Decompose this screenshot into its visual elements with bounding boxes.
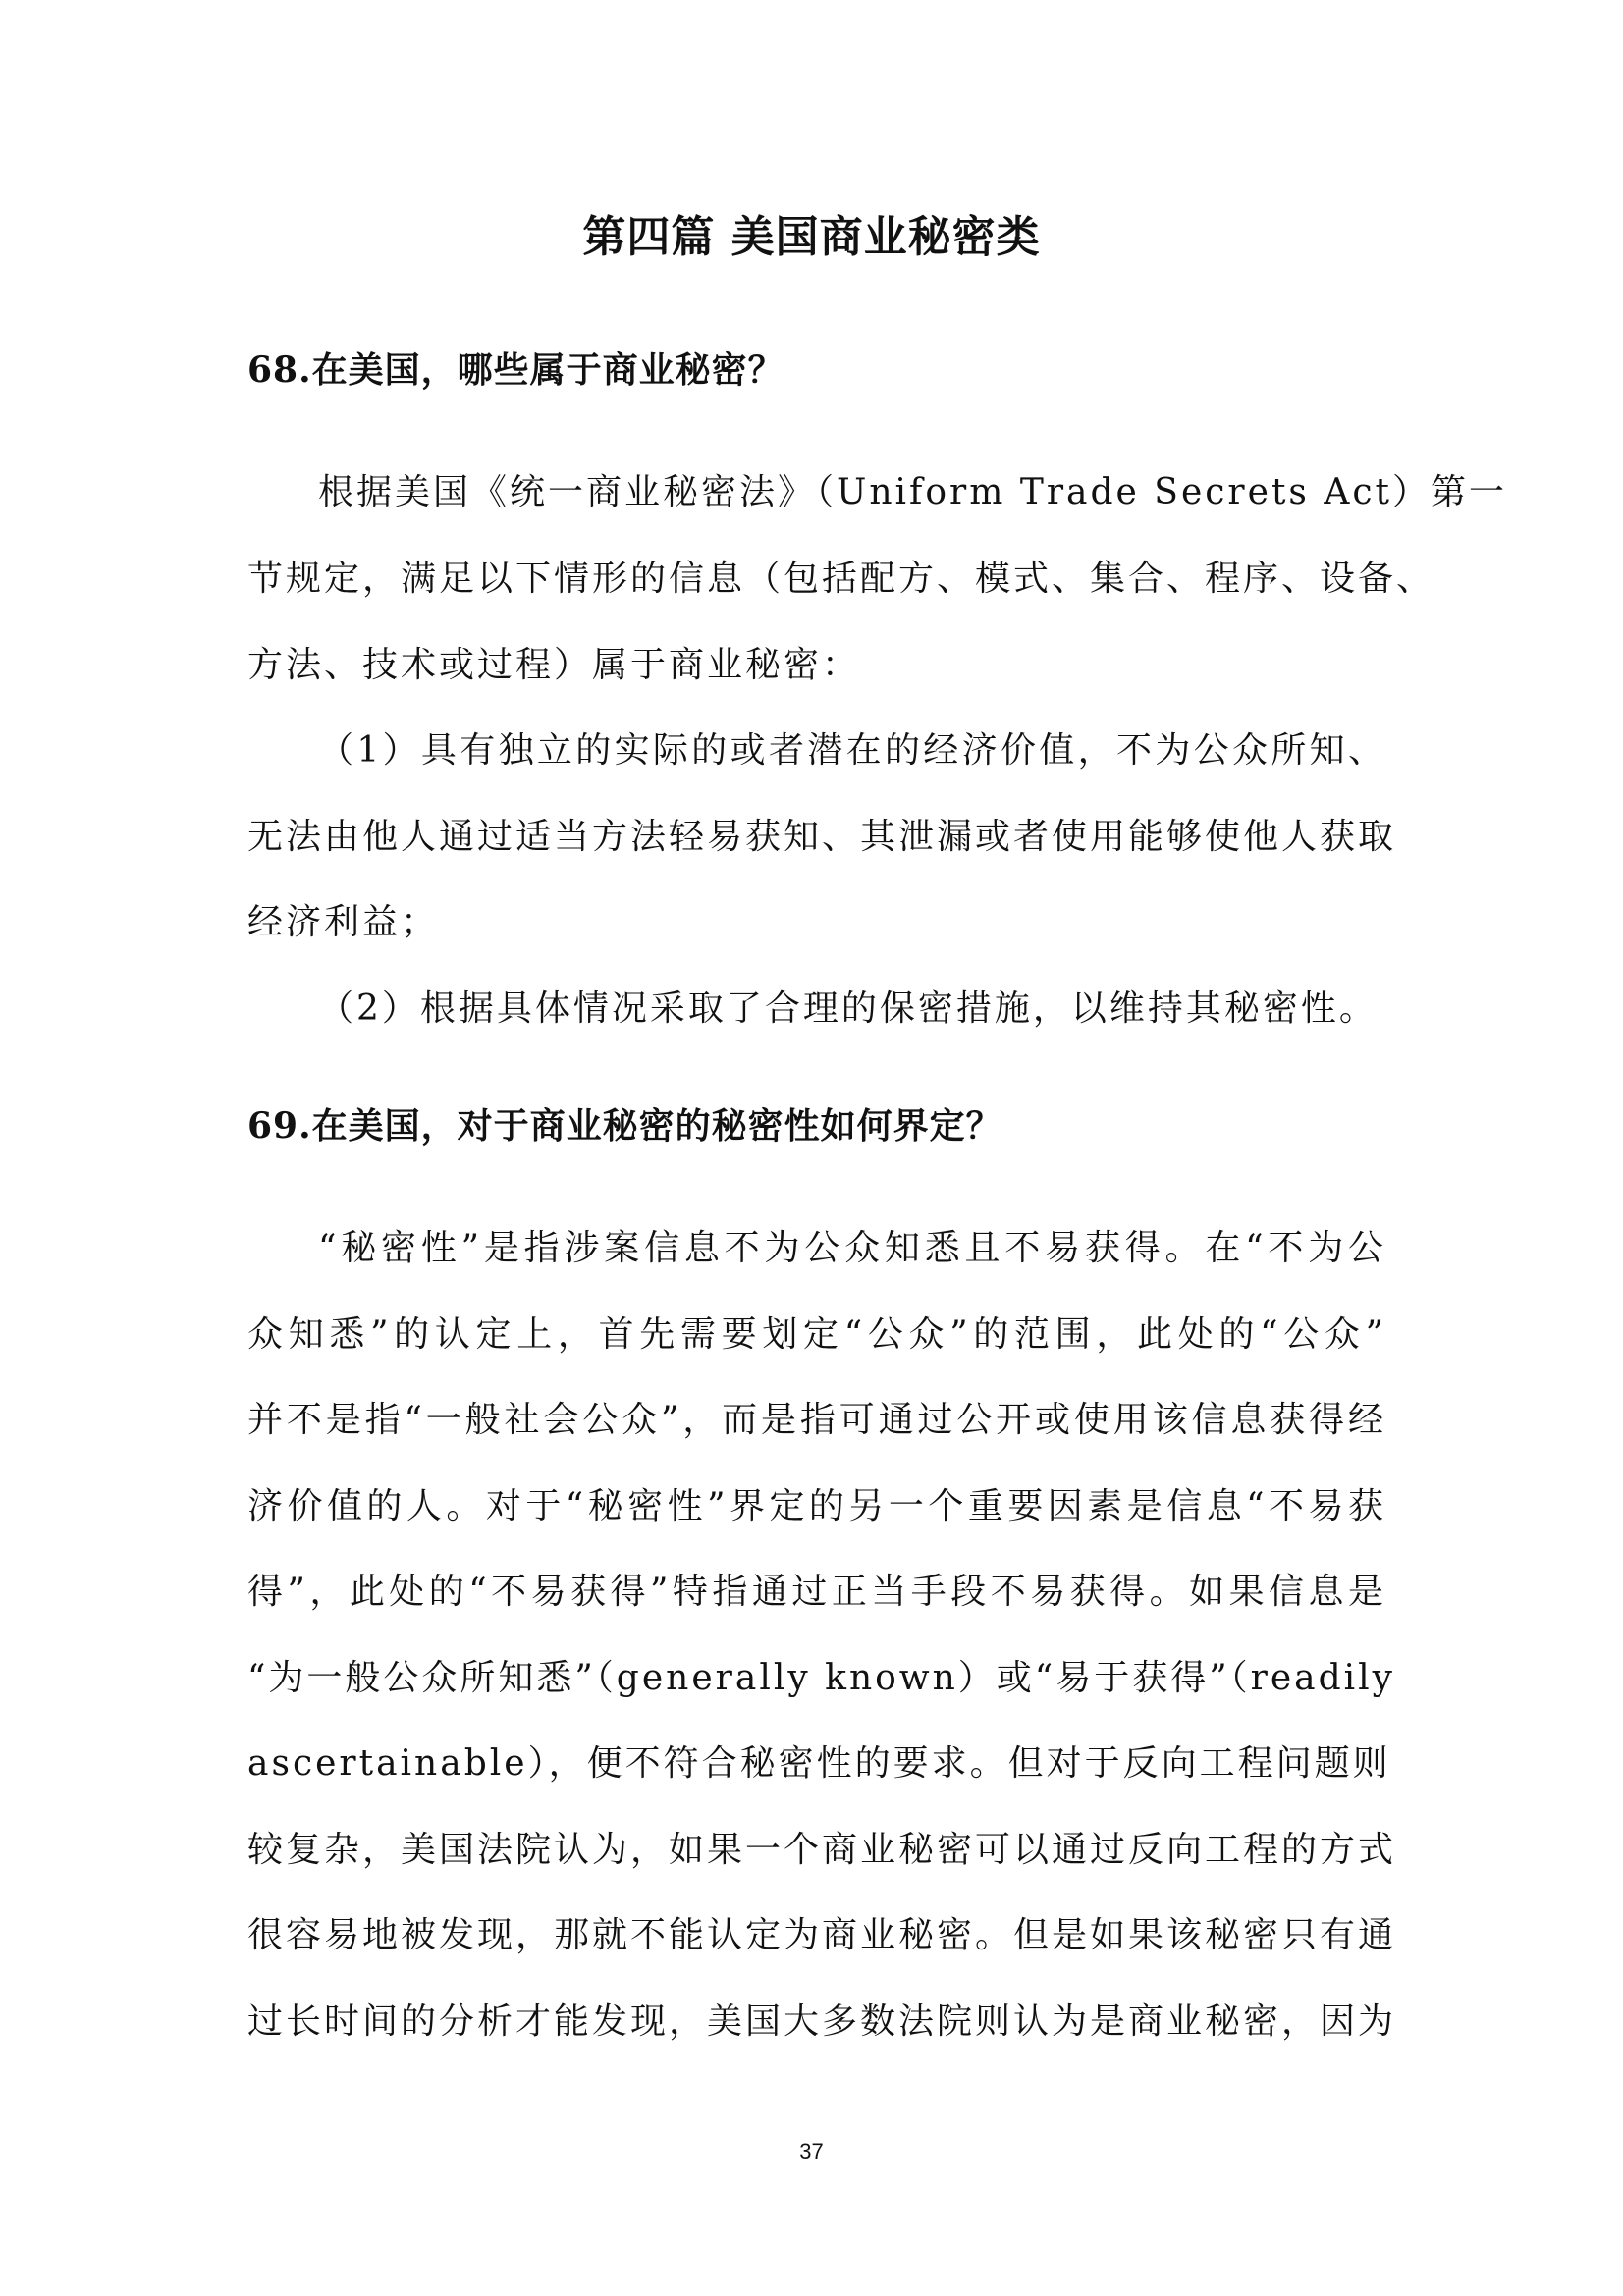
list-item-line: （2）根据具体情况采取了合理的保密措施，以维持其秘密性。 xyxy=(318,988,1378,1029)
paragraph-line: 众知悉”的认定上，首先需要划定“公众”的范围，此处的“公众” xyxy=(247,1314,1386,1355)
paragraph-line: 较复杂，美国法院认为，如果一个商业秘密可以通过反向工程的方式 xyxy=(247,1830,1397,1870)
paragraph-line: ascertainable），便不符合秘密性的要求。但对于反向工程问题则 xyxy=(247,1743,1391,1784)
paragraph-line: 方法、技术或过程）属于商业秘密： xyxy=(247,645,861,685)
paragraph-line: 过长时间的分析才能发现，美国大多数法院则认为是商业秘密，因为 xyxy=(247,2002,1397,2042)
paragraph-line: 得”，此处的“不易获得”特指通过正当手段不易获得。如果信息是 xyxy=(247,1572,1386,1612)
paragraph-line: 节规定，满足以下情形的信息（包括配方、模式、集合、程序、设备、 xyxy=(247,559,1435,599)
list-item-line: 经济利益； xyxy=(247,902,440,942)
page-number: 37 xyxy=(799,2139,824,2163)
paragraph-line: 并不是指“一般社会公众”，而是指可通过公开或使用该信息获得经 xyxy=(247,1400,1386,1440)
paragraph-line: 根据美国《统一商业秘密法》（Uniform Trade Secrets Act）第一 xyxy=(318,472,1507,512)
question-69-heading: 69.在美国，对于商业秘密的秘密性如何界定？ xyxy=(247,1105,1002,1147)
paragraph-line: 很容易地被发现，那就不能认定为商业秘密。但是如果该秘密只有通 xyxy=(247,1915,1397,1955)
paragraph-line: “秘密性”是指涉案信息不为公众知悉且不易获得。在“不为公 xyxy=(318,1228,1386,1268)
chapter-title: 第四篇 美国商业秘密类 xyxy=(582,212,1041,262)
paragraph-line: 济价值的人。对于“秘密性”界定的另一个重要因素是信息“不易获 xyxy=(247,1486,1386,1526)
question-68-heading: 68.在美国，哪些属于商业秘密？ xyxy=(247,349,784,391)
list-item-line: 无法由他人通过适当方法轻易获知、其泄漏或者使用能够使他人获取 xyxy=(247,817,1397,857)
list-item-line: （1）具有独立的实际的或者潜在的经济价值，不为公众所知、 xyxy=(318,730,1386,771)
paragraph-line: “为一般公众所知悉”（generally known）或“易于获得”（readily xyxy=(247,1658,1395,1698)
